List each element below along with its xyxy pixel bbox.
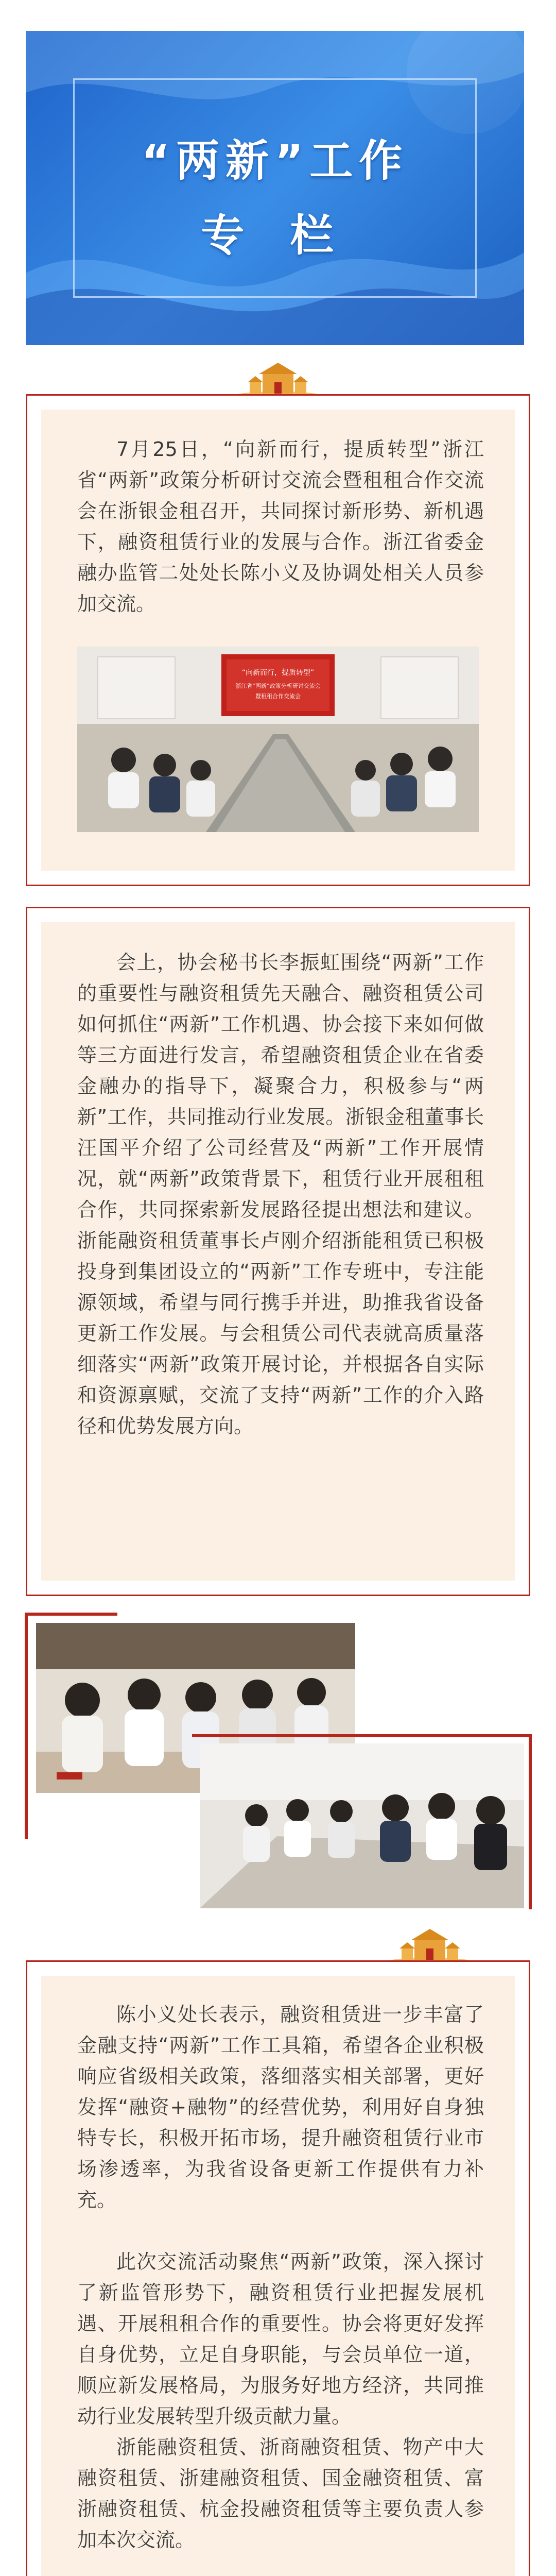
collage-top-accent: [25, 1613, 117, 1616]
section-3-paragraph-2: 此次交流活动聚焦“两新”政策，深入探讨了新监管形势下，融资租赁行业把握发展机遇、开展租租合作的重要性。协会将更好发挥自身优势，立足自身职能，与会员单位一道，顺应新发展格局，为服务好地方经济，共同推动行业发展转型升级贡献力量。: [77, 2250, 484, 2428]
collage-left-accent: [25, 1613, 28, 1839]
screen-text-line2: 浙江省“两新”政策分析研讨交流会: [235, 683, 321, 689]
collage-right-accent: [192, 1734, 532, 1737]
screen-text-line1: “向新而行，提质转型”: [241, 669, 315, 677]
banner-title: “两新”工作: [141, 135, 409, 186]
section-3-paragraph-3: 浙能融资租赁、浙商融资租赁、物产中大融资租赁、浙建融资租赁、国金融资租赁、富浙融资租赁、杭金投融资租赁等主要负责人参加本次交流。: [77, 2436, 484, 2551]
banner-subtitle: 专 栏: [201, 210, 349, 261]
header-banner: [26, 31, 524, 345]
collage-right-edge: [529, 1734, 532, 1909]
screen-text-line3: 暨租租合作交流会: [255, 693, 301, 700]
section-2-paragraph: 会上，协会秘书长李振虹围绕“两新”工作的重要性与融资租赁先天融合、融资租赁公司如何抓住“两新”工作机遇、协会接下来如何做等三方面进行发言，希望融资租赁企业在省委金融办的指导下，凝聚合力，积极参与“两新”工作，共同推动行业发展。浙银金租董事长汪国平介绍了公司经营及“两新”工作开展情况，就“两新”政策背景下，租赁行业开展租租合作，共同探索新发展路径提出想法和建议。浙能融资租赁董事长卢刚介绍浙能租赁已积极投身到集团设立的“两新”工作专班中，专注能源领域，希望与同行携手并进，助推我省设备更新工作发展。与会租赁公司代表就高质量落细落实“两新”政策开展讨论，并根据各自实际和资源禀赋，交流了支持“两新”工作的介入路径和优势发展方向。: [77, 951, 484, 1437]
section-1-paragraph: 7月25日，“向新而行，提质转型”浙江省“两新”政策分析研讨交流会暨租租合作交流会在浙银金租召开，共同探讨新形势、新机遇下，融资租赁行业的发展与合作。浙江省委金融办监管二处处长陈小义及协调处相关人员参加交流。: [77, 438, 484, 615]
roundtable-photo: [200, 1743, 524, 1908]
section-3-paragraph-1: 陈小义处长表示，融资租赁进一步丰富了金融支持“两新”工作工具箱，希望各企业积极响应省级相关政策，落细落实相关部署，更好发挥“融资+融物”的经营优势，利用好自身独特专长，积极开拓市场，提升融资租赁行业市场渗透率，为我省设备更新工作提供有力补充。: [77, 2003, 484, 2211]
meeting-photo: [77, 647, 479, 832]
